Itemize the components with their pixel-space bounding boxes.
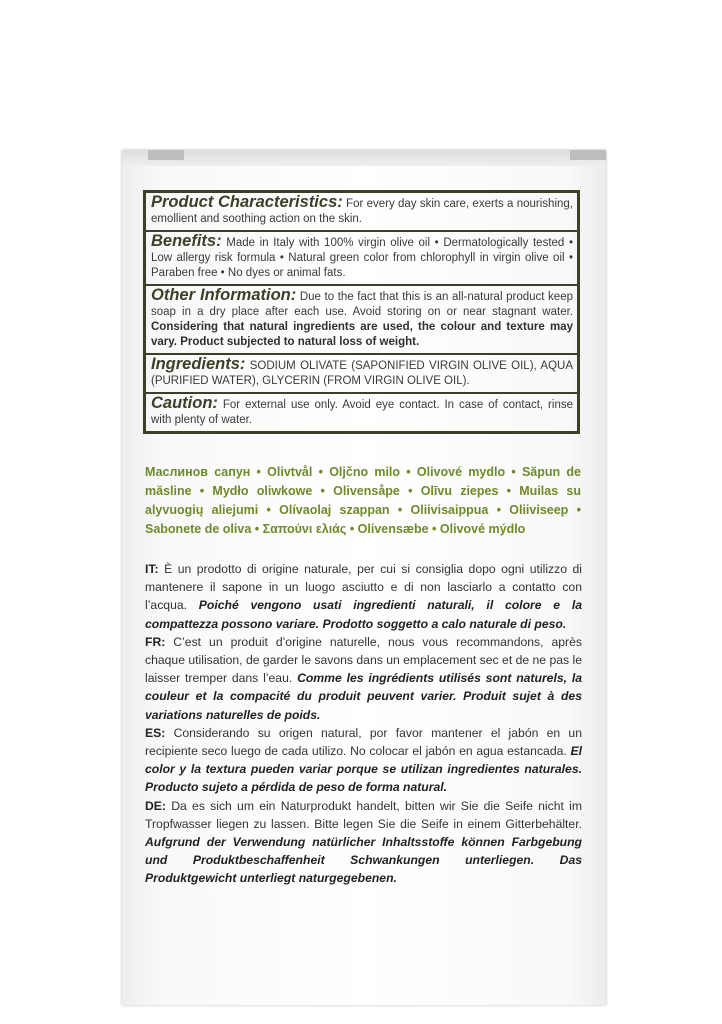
de-label: DE:: [145, 798, 166, 813]
fr-label: FR:: [145, 634, 166, 649]
other-information-text: Due to the fact that this is an all-natural product keep soap in a dry place after each use. Avoid storing on or near stagnant water.: [151, 291, 573, 318]
other-information-heading: Other Information:: [151, 286, 297, 304]
de-text: Da es sich um ein Naturprodukt handelt, bitten wir Sie die Seife nicht im Tropfwasser liegen zu lassen. Bitte legen Sie die Seife in einem Gitterbehälter.: [145, 798, 582, 831]
it-label: IT:: [145, 562, 159, 576]
es-text: Considerando su origen natural, por favor mantener el jabón en un recipiente seco luego de cada utilizo. No colocar el jabón en agua estancada.: [145, 725, 582, 759]
de-bold-text: Aufgrund der Verwendung natürlicher Inhaltsstoffe können Farbgebung und Produktbeschaffenheit Schwankungen unterliegen. Das Produktgewicht unterliegt naturgegebenen.: [145, 835, 582, 886]
spec-row-characteristics: [146, 193, 577, 232]
product-spec-table: [143, 190, 580, 434]
caution-heading: Caution:: [151, 394, 218, 412]
characteristics-heading: Product Characteristics:: [151, 193, 343, 211]
benefits-heading: Benefits:: [151, 232, 222, 250]
it-bold-text: Poiché vengono usati ingredienti naturali, il colore e la compattezza possono variare. Prodotto soggetto a calo naturale di peso.: [145, 598, 582, 631]
box-notch-left: [148, 150, 184, 160]
box-top-flap: [122, 150, 606, 166]
es-label: ES:: [145, 725, 166, 740]
spec-row-caution: [146, 394, 577, 431]
caution-text: For external use only. Avoid eye contact. In case of contact, rinse with plenty of water.: [151, 399, 573, 426]
fr-bold-text: Comme les ingrédients utilisés sont naturels, la couleur et la compacité du produit peuvent varier. Produit sujet à des variations naturelles de poids.: [145, 671, 582, 722]
fr-text: C’est un produit d’origine naturelle, nous vous recommandons, après chaque utilisation, de garder le savons dans un emplacement sec et de ne pas le laisser tremper dans l’eau.: [145, 634, 582, 686]
it-text: È un prodotto di origine naturale, per cui si consiglia dopo ogni utilizzo di mantenere il sapone in un luogo asciutto e di non lasciarlo a contatto con l’acqua.: [145, 562, 582, 613]
spec-row-other-information: [146, 286, 577, 355]
other-information-bold: Considering that natural ingredients are used, the colour and texture may vary. Product subjected to natural loss of weight.: [151, 321, 573, 348]
ingredients-heading: Ingredients:: [151, 355, 246, 373]
ingredients-text: SODIUM OLIVATE (SAPONIFIED VIRGIN OLIVE OIL), AQUA (PURIFIED WATER), GLYCERIN (FROM VIRGIN OLIVE OIL).: [151, 360, 573, 387]
characteristics-text: For every day skin care, exerts a nourishing, emollient and soothing action on the skin.: [151, 198, 573, 225]
benefits-text: Made in Italy with 100% virgin olive oil • Dermatologically tested • Low allergy risk formula • Natural green color from chlorophyll in virgin olive oil • Paraben free • No dyes or animal fats.: [151, 237, 573, 279]
translations-block: [145, 560, 582, 888]
box-notch-right: [570, 150, 606, 160]
es-bold-text: El color y la textura pueden variar porque se utilizan ingredientes naturales. Producto sujeto a pérdida de peso de forma natural.: [145, 744, 582, 795]
multilingual-product-names: Маслинов сапун • Olivtvål • Oljčno milo • Olivové mydlo • Săpun de măsline • Mydło oliwkowe • Olivensåpe • Olīvu ziepes • Muilas su alyvuogių aliejumi • Olívaolaj szappan • Oliivisaippua • Oliiviseep • Sabonete de oliva • Σαπούνι ελιάς • Olivensæbe • Olivové mýdlo: [145, 465, 581, 536]
spec-row-ingredients: [146, 355, 577, 394]
spec-row-benefits: [146, 232, 577, 286]
